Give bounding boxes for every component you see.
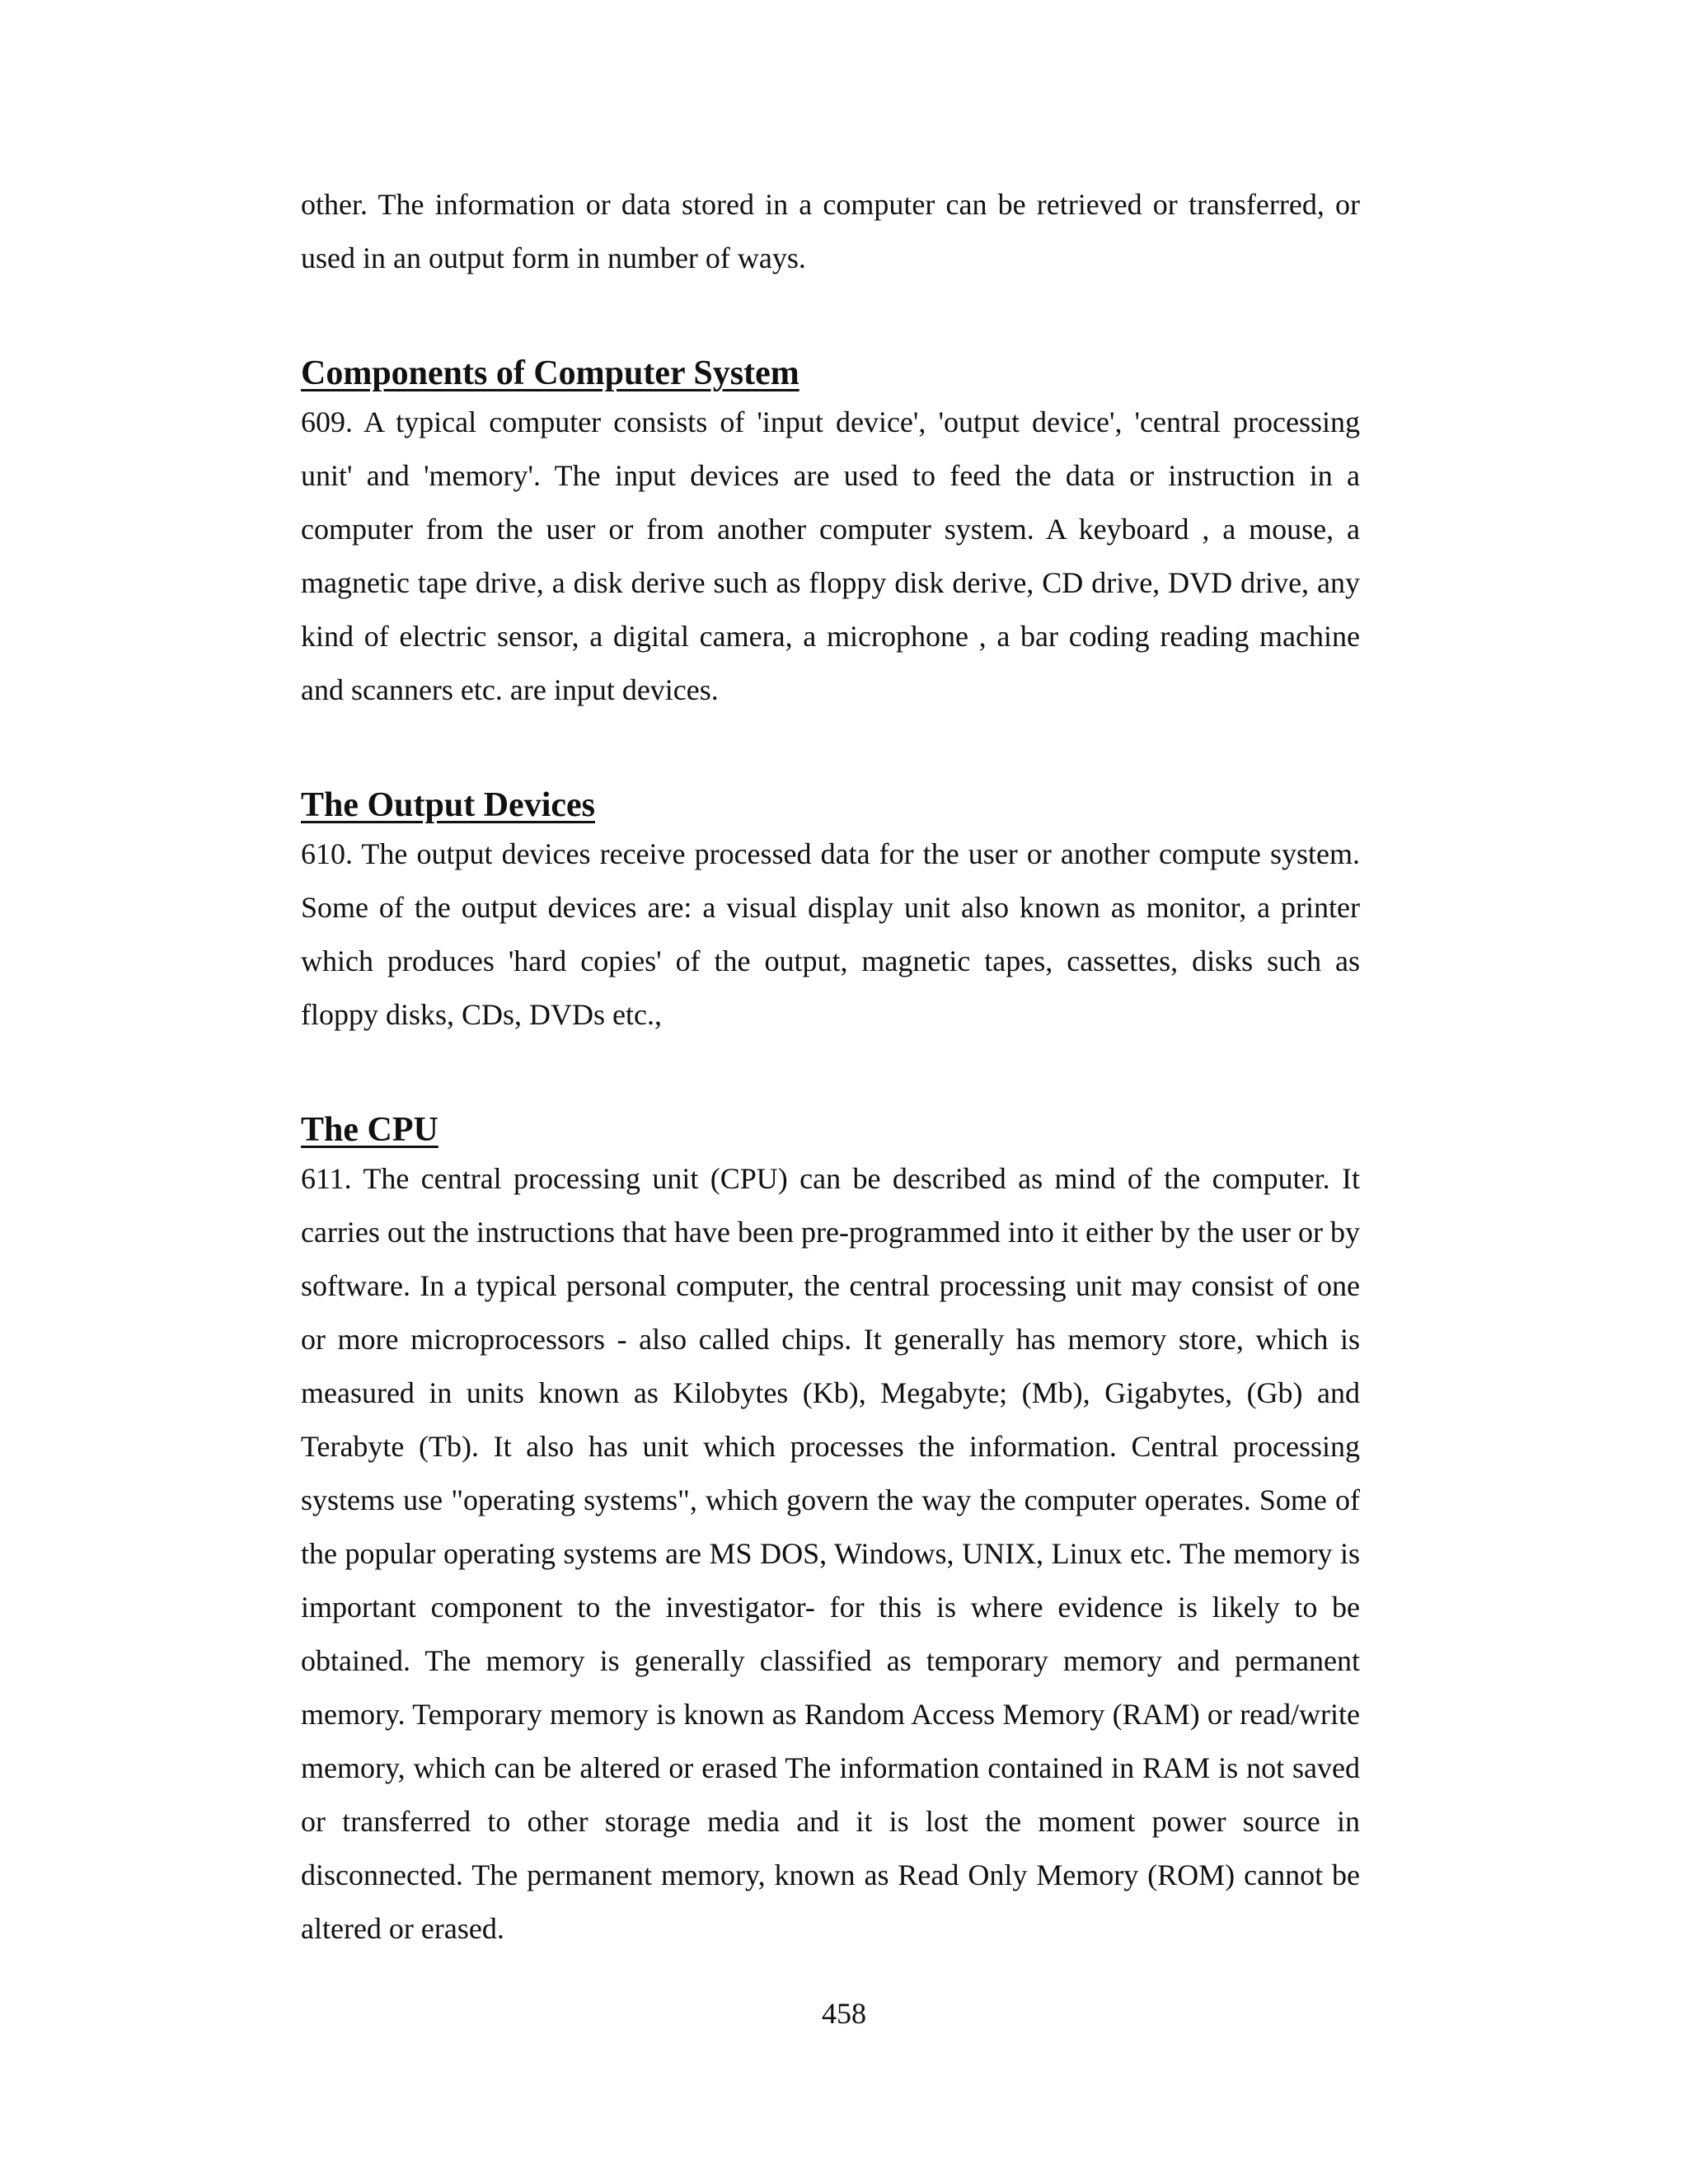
heading-components-of-computer-system: Components of Computer System <box>301 354 799 392</box>
paragraph-610: 610. The output devices receive processed data for the user or another compute system. Some of the output devices are: a visual display unit also known as monitor, a printer which produces 'hard copies' of the output, magnetic tapes, cassettes, disks such as floppy disks, CDs, DVDs etc., <box>301 837 1360 1031</box>
page-body <box>301 178 1360 1956</box>
heading-cpu: The CPU <box>301 1111 438 1149</box>
heading-output-devices: The Output Devices <box>301 786 595 824</box>
intro-paragraph: other. The information or data stored in a computer can be retrieved or transferred, or used in an output form in number of ways. <box>301 188 1360 274</box>
paragraph-611: 611. The central processing unit (CPU) can be described as mind of the computer. It carries out the instructions that have been pre-programmed into it either by the user or by software. In a typical personal computer, the central processing unit may consist of one or more microprocessors - also called chips. It generally has memory store, which is measured in units known as Kilobytes (Kb), Megabyte; (Mb), Gigabytes, (Gb) and Terabyte (Tb). It also has unit which processes the information. Central processing systems use "operating systems", which govern the way the computer operates. Some of the popular operating systems are MS DOS, Windows, UNIX, Linux etc. The memory is important component to the investigator- for this is where evidence is likely to be obtained. The memory is generally classified as temporary memory and permanent memory. Temporary memory is known as Random Access Memory (RAM) or read/write memory, which can be altered or erased The information contained in RAM is not saved or transferred to other storage media and it is lost the moment power source in disconnected. The permanent memory, known as Read Only Memory (ROM) cannot be altered or erased. <box>301 1162 1360 1945</box>
page-number: 458 <box>822 1997 866 2030</box>
paragraph-609: 609. A typical computer consists of 'input device', 'output device', 'central processing unit' and 'memory'. The input devices are used to feed the data or instruction in a computer from the user or from another computer system. A keyboard , a mouse, a magnetic tape drive, a disk derive such as floppy disk derive, CD drive, DVD drive, any kind of electric sensor, a digital camera, a microphone , a bar coding reading machine and scanners etc. are input devices. <box>301 405 1360 706</box>
